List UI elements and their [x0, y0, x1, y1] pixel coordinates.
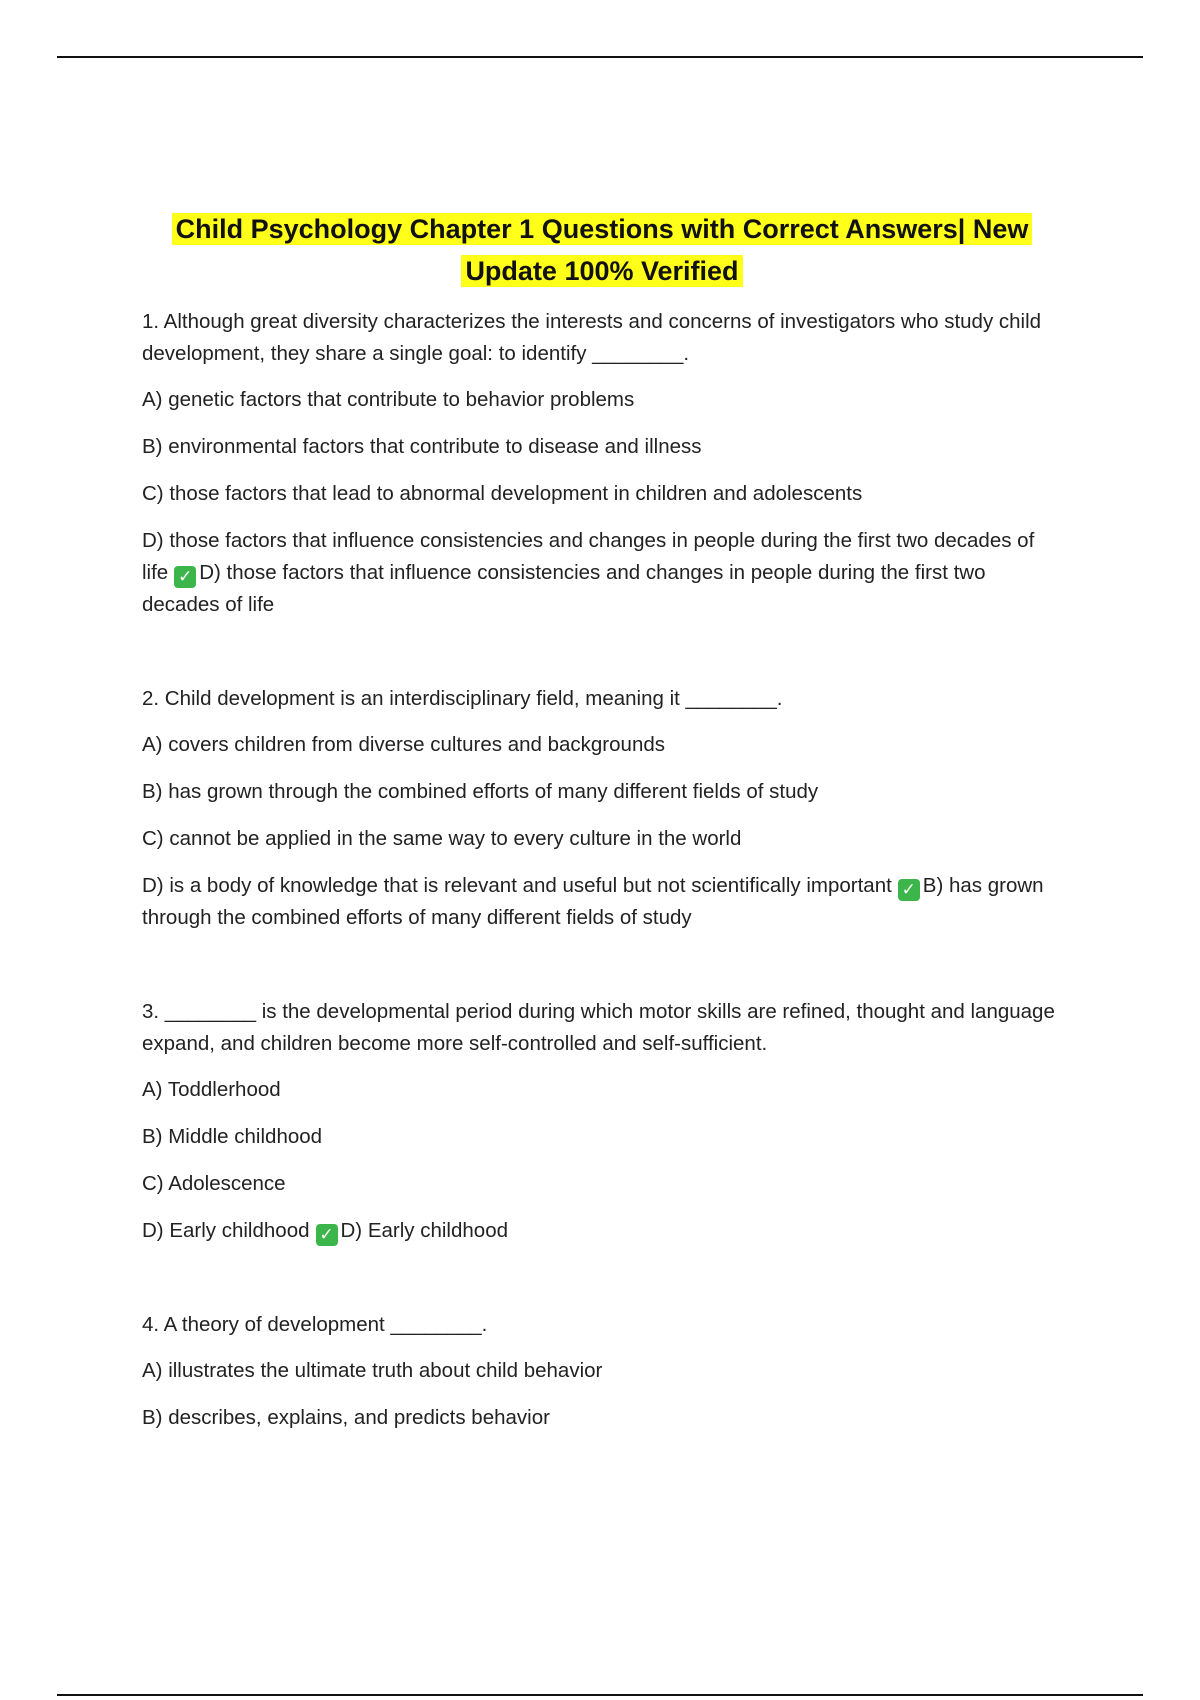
question-text: 2. Child development is an interdisciplinary field, meaning it ________. — [142, 687, 783, 710]
document-page — [142, 208, 1062, 1496]
correct-answer: D) those factors that influence consistencies and changes in people during the first two decades of life — [142, 561, 986, 616]
check-mark-icon: ✓ — [174, 566, 196, 588]
check-mark-icon: ✓ — [316, 1224, 338, 1246]
option-b: B) has grown through the combined efforts of many different fields of study — [142, 780, 819, 803]
option-d: D) those factors that influence consistencies and changes in people during the first two decades of life — [142, 529, 1035, 584]
bottom-rule — [57, 1694, 1143, 1696]
option-a: A) illustrates the ultimate truth about child behavior — [142, 1359, 603, 1382]
top-rule — [57, 56, 1143, 58]
option-a: A) Toddlerhood — [142, 1078, 281, 1101]
option-d: D) Early childhood — [142, 1219, 310, 1242]
question-text: 1. Although great diversity characterizes the interests and concerns of investigators who study child development, they share a single goal: to identify ________. — [142, 310, 1042, 365]
check-mark-icon: ✓ — [898, 879, 920, 901]
question-2 — [142, 683, 1062, 934]
option-b: B) describes, explains, and predicts behavior — [142, 1406, 550, 1429]
option-c: C) cannot be applied in the same way to every culture in the world — [142, 827, 742, 850]
page-title — [142, 208, 1062, 292]
question-1 — [142, 306, 1062, 621]
option-d-with-answer — [142, 1215, 1062, 1247]
correct-answer: B) has grown through the combined efforts of many different fields of study — [142, 874, 1044, 929]
question-text: 3. ________ is the developmental period during which motor skills are refined, thought and language expand, and children become more self-controlled and self-sufficient. — [142, 1000, 1055, 1055]
option-d-with-answer — [142, 525, 1062, 621]
option-c: C) Adolescence — [142, 1172, 286, 1195]
option-b: B) Middle childhood — [142, 1125, 323, 1148]
option-a: A) covers children from diverse cultures and backgrounds — [142, 733, 665, 756]
question-text: 4. A theory of development ________. — [142, 1313, 488, 1336]
title-line-1: Child Psychology Chapter 1 Questions with Correct Answers| New — [172, 213, 1033, 245]
correct-answer: D) Early childhood — [340, 1219, 508, 1242]
option-a: A) genetic factors that contribute to behavior problems — [142, 388, 635, 411]
question-4 — [142, 1309, 1062, 1434]
option-c: C) those factors that lead to abnormal development in children and adolescents — [142, 482, 863, 505]
option-d: D) is a body of knowledge that is relevant and useful but not scientifically important — [142, 874, 892, 897]
option-b: B) environmental factors that contribute to disease and illness — [142, 435, 702, 458]
title-line-2: Update 100% Verified — [461, 255, 742, 287]
question-3 — [142, 996, 1062, 1247]
option-d-with-answer — [142, 870, 1062, 934]
